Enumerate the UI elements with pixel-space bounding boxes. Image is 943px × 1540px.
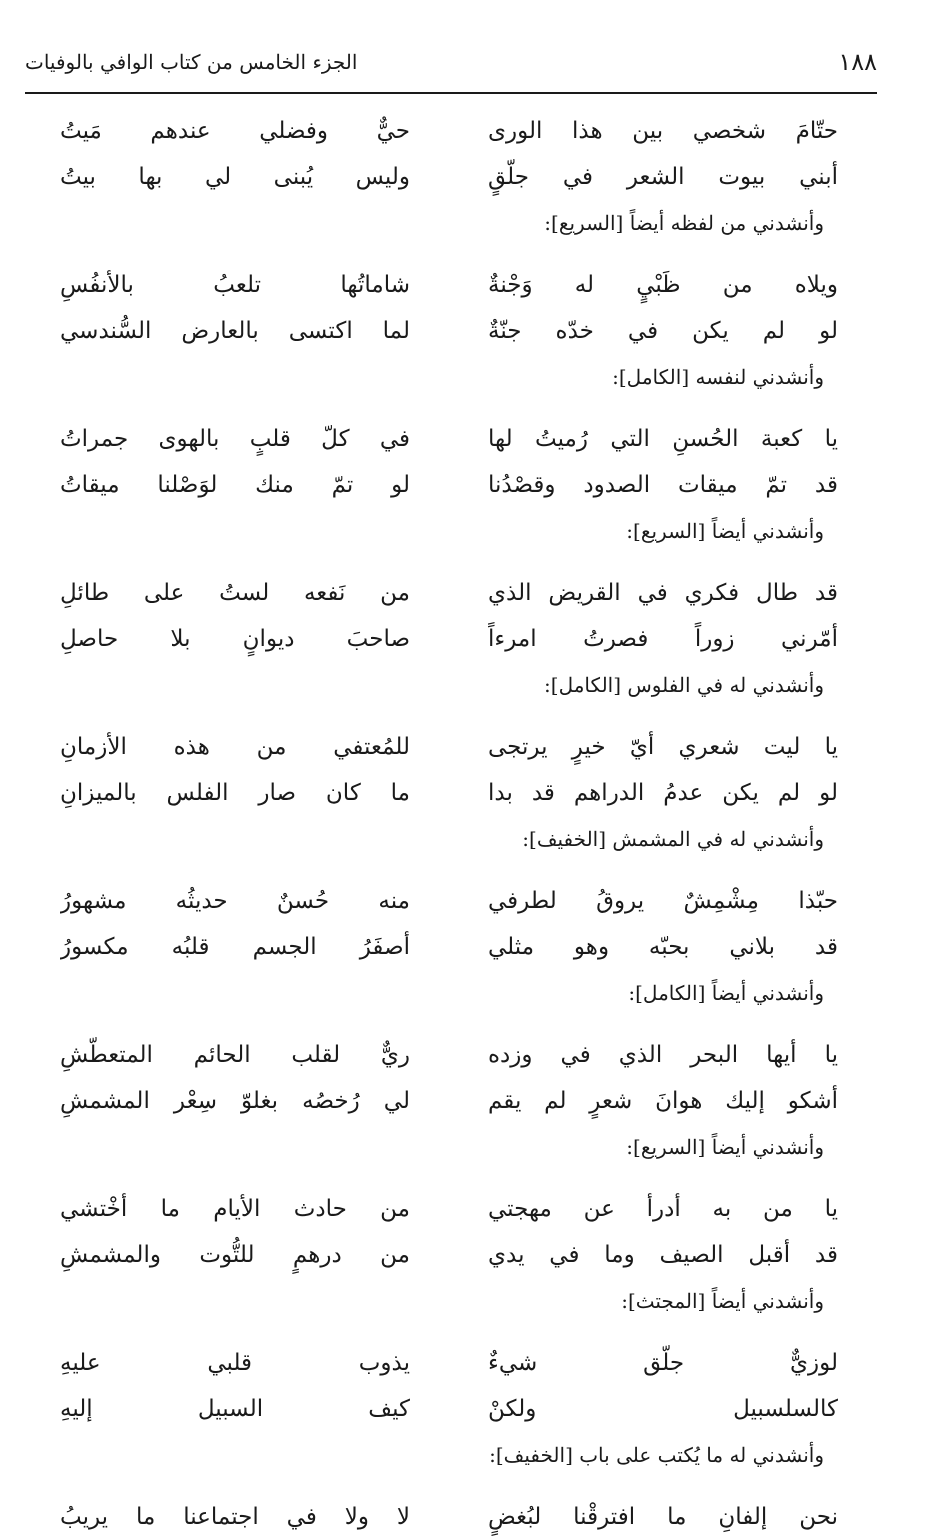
second-hemistich: من نَفعه لستُ على طائلِ [60, 580, 410, 606]
verse-line [60, 416, 838, 462]
poem-body [60, 108, 838, 1540]
poem-intro: وأنشدني له ما يُكتب على باب [الخفيف]: [489, 1443, 824, 1467]
poem-intro: وأنشدني أيضاً [المجتث]: [621, 1289, 824, 1313]
second-hemistich: يذوب قلبي عليهِ [60, 1350, 410, 1376]
first-hemistich: لوزيٌّ جلّق شيءٌ [488, 1350, 838, 1376]
first-hemistich: قد أقبل الصيف وما في يدي [488, 1242, 838, 1268]
first-hemistich: لو لم يكن في خدّه جنّةٌ [488, 318, 838, 344]
first-hemistich: يا أيها البحر الذي في وزده [488, 1042, 838, 1068]
first-hemistich: ويلاه من ظَبْيٍ له وَجْنةٌ [488, 272, 838, 298]
second-hemistich: لي رُخصُه بغلوّ سِعْر المشمشِ [60, 1088, 410, 1114]
first-hemistich: يا من به أدرأ عن مهجتي [488, 1196, 838, 1222]
first-hemistich: يا ليت شعري أيّ خيرٍ يرتجى [488, 734, 838, 760]
second-hemistich: لو تمّ منك لوَصْلنا ميقاتُ [60, 472, 410, 498]
second-hemistich: منه حُسنٌ حديثُه مشهورُ [60, 888, 410, 914]
poem-intro: وأنشدني أيضاً [الكامل]: [628, 981, 824, 1005]
verse-line [60, 1032, 838, 1078]
second-hemistich: حيٌّ وفضلي عندهم مَيتُ [60, 118, 410, 144]
verse-line [60, 462, 838, 508]
verse-line [60, 1186, 838, 1232]
verse-line [60, 154, 838, 200]
verse-line [60, 724, 838, 770]
first-hemistich: يا كعبة الحُسنِ التي رُميتُ لها [488, 426, 838, 452]
page-number: ١٨٨ [838, 48, 877, 76]
second-hemistich: من درهمٍ للتُّوت والمشمشِ [60, 1242, 410, 1268]
first-hemistich: أبني بيوت الشعر في جلّقٍ [488, 164, 838, 190]
first-hemistich: نحن إلفانِ ما افترقْنا لبُغضٍ [488, 1504, 838, 1530]
second-hemistich: لما اكتسى بالعارض السُّندسي [60, 318, 410, 344]
first-hemistich: قد تمّ ميقات الصدود وقصْدُنا [488, 472, 838, 498]
poem-intro: وأنشدني لنفسه [الكامل]: [612, 365, 824, 389]
poem-intro: وأنشدني له في الفلوس [الكامل]: [544, 673, 824, 697]
first-hemistich: قد طال فكري في القريض الذي [488, 580, 838, 606]
second-hemistich: شاماتُها تلعبُ بالأنفُسِ [60, 272, 410, 298]
second-hemistich: ما كان صار الفلس بالميزانِ [60, 780, 410, 806]
second-hemistich: ريٌّ لقلب الحائم المتعطّشِ [60, 1042, 410, 1068]
verse-line [60, 1340, 838, 1386]
poem-intro: وأنشدني من لفظه أيضاً [السريع]: [544, 211, 824, 235]
verse-line [60, 308, 838, 354]
second-hemistich: أصفَرُ الجسم قلبُه مكسورُ [60, 934, 410, 960]
first-hemistich: أمّرني زوراً فصرتُ امرءاً [488, 626, 838, 652]
first-hemistich: حتّامَ شخصي بين هذا الورى [488, 118, 838, 144]
verse-line [60, 262, 838, 308]
second-hemistich: للمُعتفي من هذه الأزمانِ [60, 734, 410, 760]
second-hemistich: لا ولا في اجتماعنا ما يريبُ [60, 1504, 410, 1530]
running-title: الجزء الخامس من كتاب الوافي بالوفيات [25, 50, 358, 74]
second-hemistich: من حادث الأيام ما أخْتشي [60, 1196, 410, 1222]
poem-intro: وأنشدني أيضاً [السريع]: [626, 519, 824, 543]
verse-line [60, 878, 838, 924]
header-rule [25, 92, 877, 94]
first-hemistich: كالسلسبيل ولكنْ [488, 1396, 838, 1422]
first-hemistich: قد بلاني بحبّه وهو مثلي [488, 934, 838, 960]
verse-line [60, 770, 838, 816]
first-hemistich: لو لم يكن عدمُ الدراهم قد بدا [488, 780, 838, 806]
poem-intro: وأنشدني أيضاً [السريع]: [626, 1135, 824, 1159]
verse-line [60, 924, 838, 970]
second-hemistich: صاحبَ ديوانٍ بلا حاصلِ [60, 626, 410, 652]
second-hemistich: كيف السبيل إليهِ [60, 1396, 410, 1422]
second-hemistich: في كلّ قلبٍ بالهوى جمراتُ [60, 426, 410, 452]
verse-line [60, 1078, 838, 1124]
poem-intro: وأنشدني له في المشمش [الخفيف]: [522, 827, 824, 851]
first-hemistich: أشكو إليك هوانَ شعرٍ لم يقم [488, 1088, 838, 1114]
verse-line [60, 570, 838, 616]
verse-line [60, 1232, 838, 1278]
verse-line [60, 616, 838, 662]
page-header [25, 46, 877, 88]
verse-line [60, 108, 838, 154]
verse-line [60, 1386, 838, 1432]
second-hemistich: وليس يُبنى لي بها بيتُ [60, 164, 410, 190]
verse-line [60, 1494, 838, 1540]
first-hemistich: حبّذا مِشْمِشٌ يروقُ لطرفي [488, 888, 838, 914]
